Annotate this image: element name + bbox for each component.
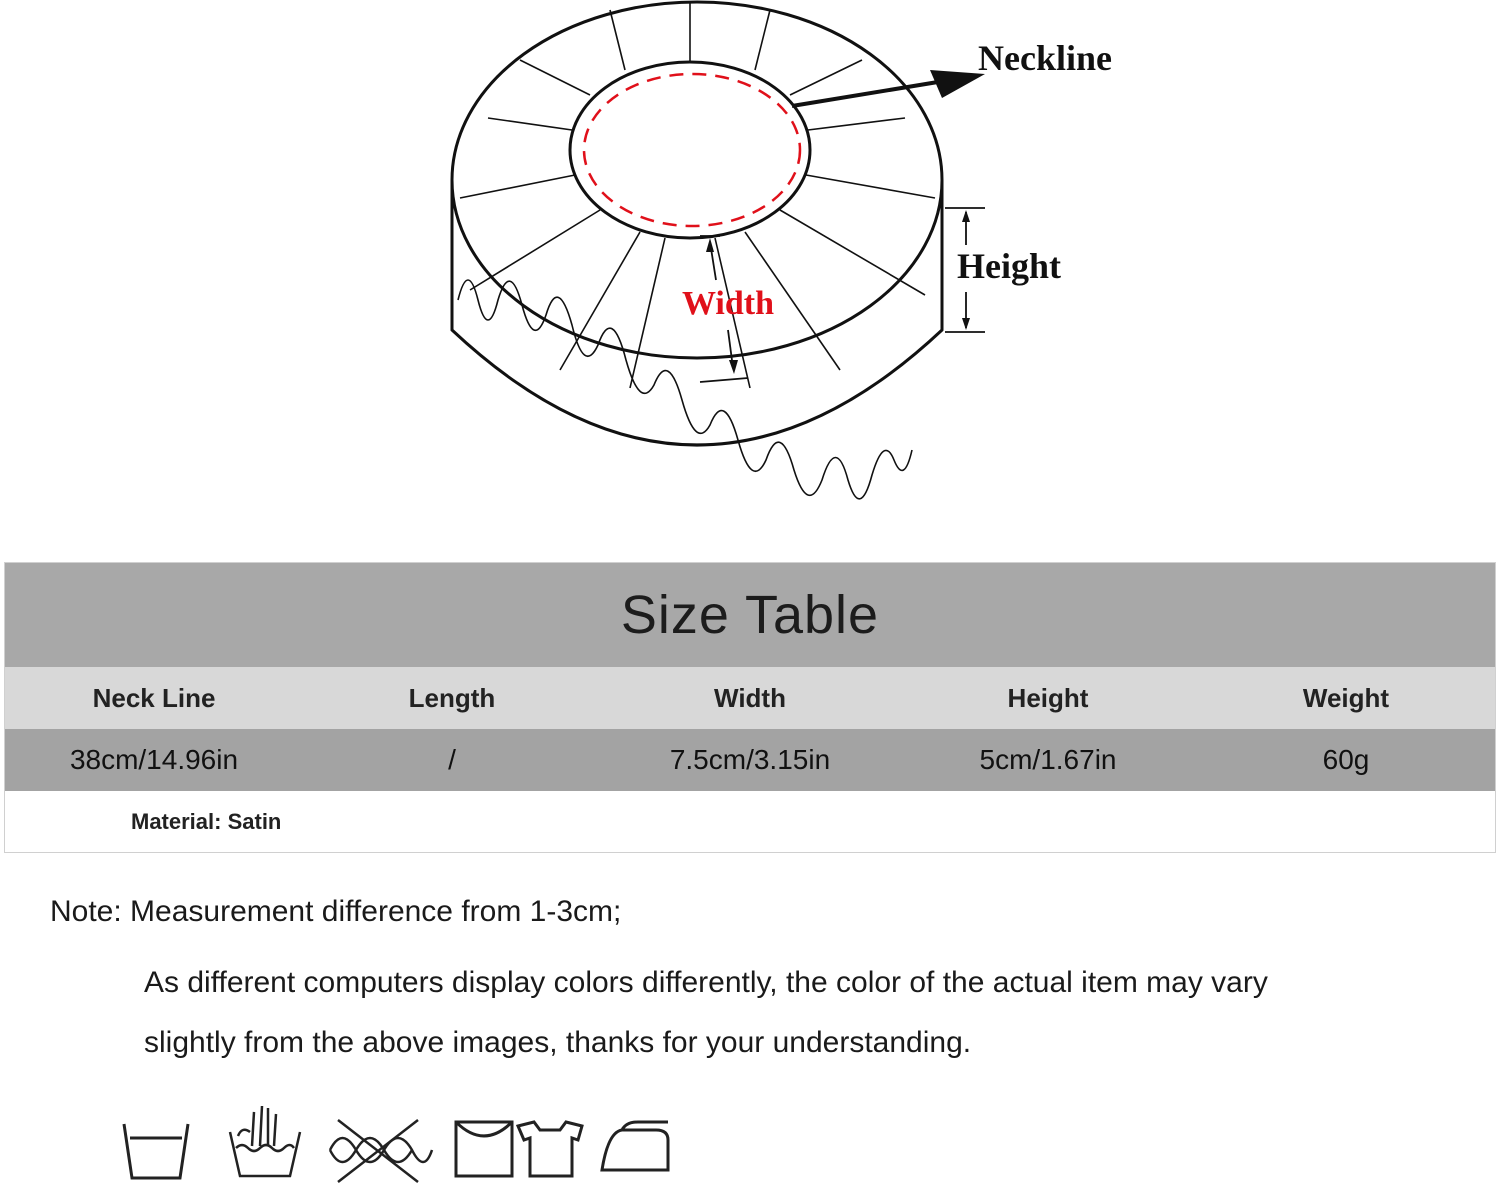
hand-wash-icon [230, 1106, 300, 1176]
neckline-arrow [792, 70, 985, 106]
neckline-label: Neckline [978, 38, 1112, 78]
note-block [50, 895, 1450, 1073]
care-icons [118, 1098, 678, 1186]
value-height: 5cm/1.67in [979, 744, 1117, 775]
header-width: Width [714, 682, 786, 713]
line-dry-shirt-icon [518, 1122, 582, 1176]
drip-dry-icon [456, 1122, 512, 1176]
inner-hole [570, 62, 810, 238]
do-not-twist-icon [330, 1120, 432, 1182]
header-length: Length [408, 682, 496, 713]
iron-icon [602, 1122, 668, 1170]
size-table-header-row [5, 667, 1495, 729]
material-text: Material: Satin [131, 809, 282, 834]
scrunchie-diagram [0, 0, 1500, 540]
width-label: Width [682, 285, 774, 322]
size-table [4, 562, 1496, 853]
size-table-value-row [5, 729, 1495, 791]
value-width: 7.5cm/3.15in [669, 744, 831, 775]
note-line-2: As different computers display colors differently, the color of the actual item may vary slightly from the above images, thanks for your understanding. [144, 966, 1268, 1059]
header-height: Height [1007, 682, 1089, 713]
size-table-title: Size Table [5, 563, 1495, 667]
note-line-1: Note: Measurement difference from 1-3cm; [50, 895, 622, 928]
wash-basin-icon [124, 1124, 188, 1178]
value-weight: 60g [1322, 744, 1370, 775]
value-length: / [448, 744, 456, 775]
value-neck-line: 38cm/14.96in [69, 744, 239, 775]
height-label: Height [957, 246, 1061, 286]
header-neck-line: Neck Line [92, 682, 216, 713]
header-weight: Weight [1302, 682, 1390, 713]
